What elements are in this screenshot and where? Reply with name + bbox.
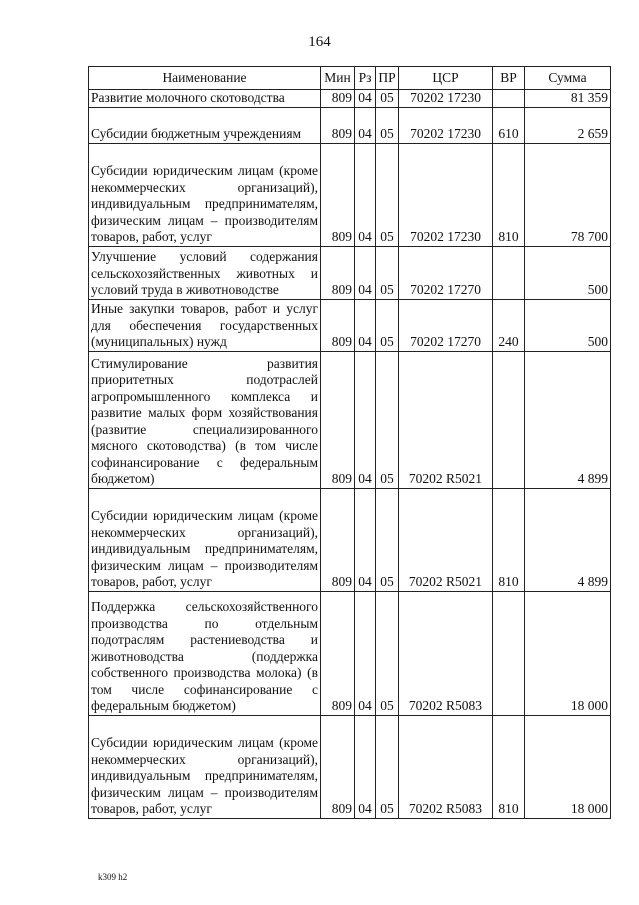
row-name: Субсидии юридическим лицам (кроме некоммерческих организаций), индивидуальным предпринимателям, физическим лицам – производителям товаров, работ, услуг (89, 715, 321, 818)
row-rz: 04 (355, 351, 376, 488)
row-min: 809 (321, 107, 355, 143)
row-csr: 70202 17270 (399, 246, 493, 299)
row-rz: 04 (355, 715, 376, 818)
row-min: 809 (321, 715, 355, 818)
table-row (89, 90, 611, 108)
row-csr: 70202 17230 (399, 107, 493, 143)
row-vr (493, 591, 525, 715)
table-row (89, 351, 611, 488)
table-row (89, 591, 611, 715)
table-row (89, 299, 611, 351)
row-min: 809 (321, 143, 355, 246)
table-row (89, 488, 611, 591)
footer-code: k309 h2 (98, 872, 128, 882)
row-vr: 810 (493, 715, 525, 818)
row-rz: 04 (355, 90, 376, 108)
row-min: 809 (321, 299, 355, 351)
row-sum: 18 000 (525, 591, 611, 715)
header-min: Мин (321, 67, 355, 90)
row-csr: 70202 R5021 (399, 488, 493, 591)
row-vr: 810 (493, 143, 525, 246)
row-rz: 04 (355, 246, 376, 299)
row-sum: 78 700 (525, 143, 611, 246)
row-min: 809 (321, 90, 355, 108)
row-sum: 4 899 (525, 488, 611, 591)
row-vr: 810 (493, 488, 525, 591)
row-pr: 05 (376, 246, 399, 299)
row-pr: 05 (376, 488, 399, 591)
table-header-row (89, 67, 611, 90)
row-vr (493, 351, 525, 488)
row-vr (493, 90, 525, 108)
row-sum: 500 (525, 246, 611, 299)
table-row (89, 715, 611, 818)
row-vr (493, 246, 525, 299)
row-sum: 4 899 (525, 351, 611, 488)
header-vr: ВР (493, 67, 525, 90)
row-vr: 240 (493, 299, 525, 351)
row-pr: 05 (376, 107, 399, 143)
row-sum: 500 (525, 299, 611, 351)
row-name: Субсидии юридическим лицам (кроме некоммерческих организаций), индивидуальным предпринимателям, физическим лицам – производителям товаров, работ, услуг (89, 143, 321, 246)
row-min: 809 (321, 591, 355, 715)
table-row (89, 143, 611, 246)
row-pr: 05 (376, 351, 399, 488)
row-rz: 04 (355, 107, 376, 143)
header-pr: ПР (376, 67, 399, 90)
row-csr: 70202 R5083 (399, 591, 493, 715)
row-sum: 2 659 (525, 107, 611, 143)
row-pr: 05 (376, 715, 399, 818)
row-name: Субсидии юридическим лицам (кроме некоммерческих организаций), индивидуальным предпринимателям, физическим лицам – производителям товаров, работ, услуг (89, 488, 321, 591)
row-pr: 05 (376, 143, 399, 246)
table-row (89, 107, 611, 143)
row-sum: 18 000 (525, 715, 611, 818)
row-rz: 04 (355, 488, 376, 591)
row-rz: 04 (355, 143, 376, 246)
row-name: Поддержка сельскохозяйственного производства по отдельным подотраслям растениеводства и животноводства (поддержка собственного производства молока) (в том числе софинансирование с федеральным бюджетом) (89, 591, 321, 715)
table-row (89, 246, 611, 299)
row-name: Развитие молочного скотоводства (89, 90, 321, 108)
row-min: 809 (321, 351, 355, 488)
row-rz: 04 (355, 299, 376, 351)
header-sum: Сумма (525, 67, 611, 90)
row-pr: 05 (376, 591, 399, 715)
row-csr: 70202 17230 (399, 90, 493, 108)
header-rz: Рз (355, 67, 376, 90)
row-name: Субсидии бюджетным учреждениям (89, 107, 321, 143)
row-pr: 05 (376, 299, 399, 351)
row-name: Иные закупки товаров, работ и услуг для обеспечения государственных (муниципальных) нужд (89, 299, 321, 351)
row-rz: 04 (355, 591, 376, 715)
row-name: Улучшение условий содержания сельскохозяйственных животных и условий труда в животноводстве (89, 246, 321, 299)
row-vr: 610 (493, 107, 525, 143)
page-number: 164 (308, 34, 331, 50)
row-csr: 70202 17230 (399, 143, 493, 246)
row-name: Стимулирование развития приоритетных подотраслей агропромышленного комплекса и развитие малых форм хозяйствования (развитие специализированного мясного скотоводства) (в том числе софинансирование с федеральным бюджетом) (89, 351, 321, 488)
header-name: Наименование (89, 67, 321, 90)
row-csr: 70202 R5021 (399, 351, 493, 488)
row-min: 809 (321, 488, 355, 591)
header-csr: ЦСР (399, 67, 493, 90)
row-sum: 81 359 (525, 90, 611, 108)
row-min: 809 (321, 246, 355, 299)
row-csr: 70202 R5083 (399, 715, 493, 818)
row-csr: 70202 17270 (399, 299, 493, 351)
budget-table (88, 66, 611, 819)
row-pr: 05 (376, 90, 399, 108)
